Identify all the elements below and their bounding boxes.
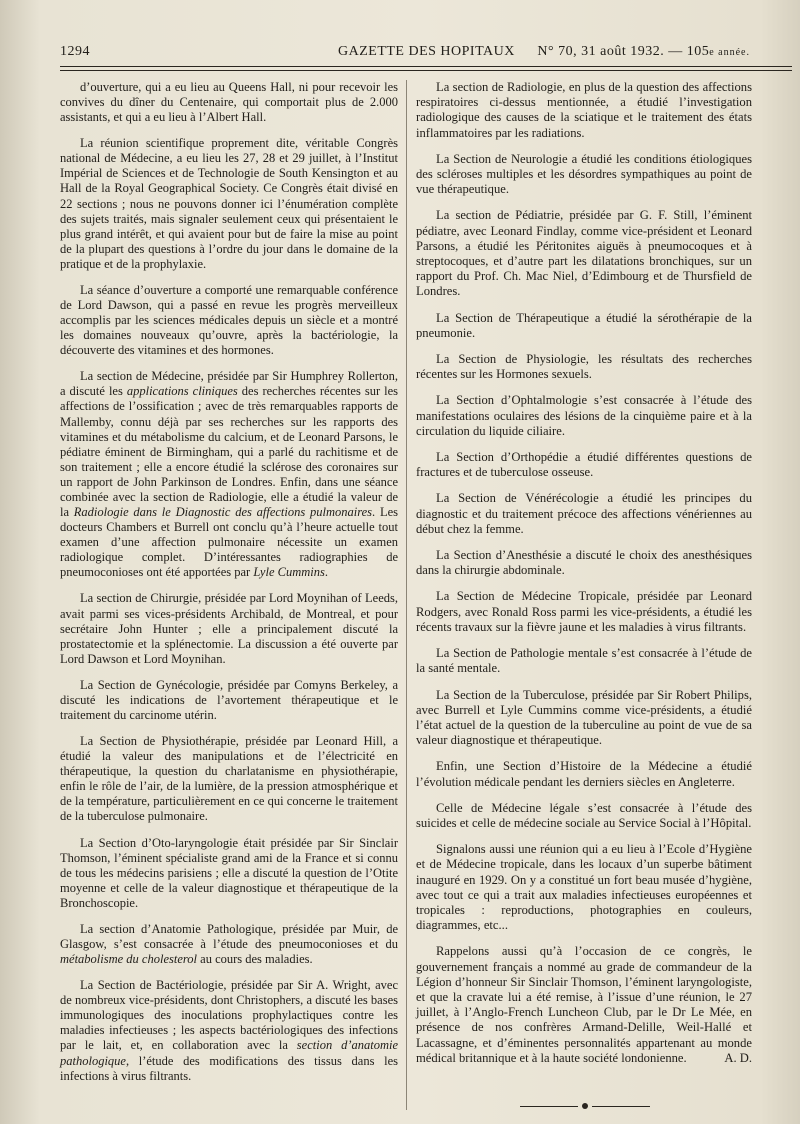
paragraph: [60, 591, 398, 666]
text-run: La réunion scientifique proprement dite, véritable Congrès national de Médecine, a eu lieu les 27, 28 et 29 juillet, à l’Institut Impérial de Sciences et de Technologie de South Kensington et au Hall de la Royal Geographical Society. Ce Congrès était divisé en 22 sections ; nous ne pouvons donner ici l’énumération complète des sujets traités, mais signaler seulement ceux qui présentaient le plus grand intérêt, et qui avaient pour but de faire la mise au point de la plupart des questions à l’ordre du jour dans le domaine de la pratique et de la prophylaxie.: [60, 136, 398, 271]
text-run: La Section de Médecine Tropicale, présidée par Leonard Rodgers, avec Ronald Ross parmi les vice-présidents, a étudié les récents travaux sur la fièvre jaune et les maladies à virus filtrants.: [416, 589, 752, 634]
text-run: . Les docteurs Chambers et Burrell ont conclu qu’à l’heure actuelle tout examen d’une affection pulmonaire nécessite un examen radiologique complet. D’intéressantes radiographies de pneumoconioses ont été apportées par: [60, 505, 398, 580]
paragraph: [416, 548, 752, 578]
ornament-line-right: [592, 1106, 650, 1107]
text-run: La Section de la Tuberculose, présidée par Sir Robert Philips, avec Burrell et Lyle Cummins comme vice-présidents, a étudié l’état actuel de la question de la tuberculine au point de vue de sa valeur diagnostique et thérapeutique.: [416, 687, 752, 748]
paragraph: [60, 678, 398, 723]
paragraph: [60, 922, 398, 967]
italic-text: métabolisme du cholesterol: [60, 952, 198, 967]
text-run: La Section de Gynécologie, présidée par Comyns Berkeley, a discuté les indications de l’avortement thérapeutique et le traitement du carcinome utérin.: [60, 677, 398, 722]
text-run: Enfin, une Section d’Histoire de la Médecine a étudié l’évolution médicale pendant les derniers siècles en Angleterre.: [416, 759, 752, 789]
right-column: [416, 80, 752, 1077]
text-run: La Section de Physiologie, les résultats des recherches récentes sur les Hormones sexuels.: [416, 352, 752, 382]
paragraph: [416, 450, 752, 480]
text-run: La Section de Vénérécologie a étudié les principes du diagnostic et du traitement précoce des affections vénériennes au début chez la femme.: [416, 491, 752, 536]
text-run: d’ouverture, qui a eu lieu au Queens Hall, ni pour recevoir les convives du dîner du Centenaire, qui comportait plus de 2.000 assistants, et qui a eu lieu à l’Albert Hall.: [60, 80, 398, 125]
text-run: La section de Pédiatrie, présidée par G. F. Still, l’éminent pédiatre, avec Leonard Findlay, comme vice-président et Leonard Parsons, a étudié les Péritonites aiguës à pneumocoques et à streptocoques, et d’autre part les dilatations bronchiques, sur un rapport du Prof. Ch. Mac Niel, d’Edimbourg et de Thursfield de Londres.: [416, 208, 752, 299]
paragraph: [60, 734, 398, 824]
page-header: [60, 44, 750, 66]
paragraph: [416, 80, 752, 141]
text-run: .: [324, 565, 328, 580]
paragraph: [416, 491, 752, 537]
text-run: La Section de Bactériologie, présidée par Sir A. Wright, avec de nombreux vice-présidents, dont Christophers, a discuté les bases immunologiques des inoculations prophylactiques contre les maladies infectieuses ; les aspects bactériologiques des infections par le lait, et, en collaboration avec la: [60, 978, 398, 1053]
paragraph: [60, 978, 398, 1084]
text-run: La séance d’ouverture a comporté une remarquable conférence de Lord Dawson, qui a passé en revue les progrès merveilleux accomplis par les sciences médicales depuis un siècle et a montré les domaines nouveaux qu’ouvre, après la bactériologie, la découverte des vitamines et des hormones.: [60, 282, 398, 358]
paragraph: [416, 842, 752, 933]
paragraph: [416, 152, 752, 198]
paragraph: [60, 283, 398, 358]
paragraph: [60, 369, 398, 580]
italic-text: applications cliniques: [126, 384, 238, 399]
paragraph: [416, 688, 752, 749]
ornament-line-left: [520, 1106, 578, 1107]
paragraph: [416, 208, 752, 299]
issue-main: N° 70, 31 août 1932. — 105: [537, 44, 710, 59]
text-run: La Section de Pathologie mentale s’est consacrée à l’étude de la santé mentale.: [416, 646, 752, 676]
paragraph: [416, 352, 752, 382]
page-number: 1294: [60, 44, 90, 59]
issue-info: [537, 44, 750, 60]
text-run: Signalons aussi une réunion qui a eu lieu à l’Ecole d’Hygiène et de Médecine tropicale, dans les locaux d’un superbe bâtiment inauguré en 1929. On y a constitué un fort beau musée d’hygiène, avec tout ce qui a trait aux maladies infectieuses européennes et tropicales : reproductions, photographies en couleurs, diagrammes, etc...: [416, 842, 752, 933]
text-run: La section d’Anatomie Pathologique, présidée par Muir, de Glasgow, s’est consacrée à l’étude des pneumoconioses et du: [60, 921, 398, 951]
text-run: La section de Médecine, présidée par Sir Humphrey Rollerton, a discuté les: [60, 369, 398, 399]
paragraph: [60, 80, 398, 125]
paragraph: [416, 311, 752, 341]
paragraph: [60, 136, 398, 272]
text-run: Celle de Médecine légale s’est consacrée à l’étude des suicides et celle de médecine sociale au Service Social à l’Hôpital.: [416, 800, 752, 830]
text-run: La Section de Neurologie a étudié les conditions étiologiques des scléroses multiples et les désordres sympathiques au point de vue thérapeutique.: [416, 151, 752, 197]
issue-suffix: e année.: [709, 47, 750, 58]
author-signature: A. D.: [724, 1050, 752, 1065]
text-run: des recherches récentes sur les affections de l’ossification ; avec de très remarquables rapports de Mallemby, connu déjà par ses recherches sur les rapports des vitamines et du métabolisme du calcium, et de Leonard Parsons, le pédiatre éminent de Birmingham, qui a parlé du rachitisme et de son traitement ; elle a encore étudié la sclérose des coronaires sur un rapport de John Parkinson de Londres. Enfin, dans une séance combinée avec la section de Radiologie, elle a étudié la valeur de la: [60, 384, 399, 520]
end-ornament: [520, 1102, 650, 1110]
text-run: La Section de Thérapeutique a étudié la sérothérapie de la pneumonie.: [416, 310, 752, 340]
text-run: La Section d’Ophtalmologie s’est consacrée à l’étude des manifestations oculaires des lésions de la cinquième paire et à la circulation du liquide ciliaire.: [416, 393, 752, 438]
text-run: au cours des maladies.: [197, 952, 313, 967]
left-column: [60, 80, 398, 1095]
journal-title: GAZETTE DES HOPITAUX: [338, 44, 515, 59]
column-divider: [406, 80, 407, 1110]
text-run: La Section d’Oto-laryngologie était présidée par Sir Sinclair Thomson, l’éminent spécialiste grand ami de la France et si connu de tous les médecins parisiens ; elle a discuté la question de l’Otite moyenne et celle de la valeur diagnostique et thérapeutique de la Bronchoscopie.: [60, 835, 398, 910]
text-run: La section de Chirurgie, présidée par Lord Moynihan of Leeds, avait parmi ses vices-présidents Archibald, de Montreal, et pour secrétaire John Hunter ; elle a principalement discuté la prostatectomie et la splénectomie. La discussion a été ouverte par Lord Dawson et Lord Moynihan.: [60, 591, 398, 666]
italic-text: Lyle Cummins: [253, 565, 325, 580]
paragraph: [60, 836, 398, 911]
italic-text: Radiologie dans le Diagnostic des affections pulmonaires: [73, 505, 373, 520]
paragraph: [416, 759, 752, 789]
text-run: La Section d’Orthopédie a étudié différentes questions de fractures et de tuberculose osseuse.: [416, 450, 752, 480]
ornament-dot: [582, 1103, 588, 1109]
paragraph: [416, 801, 752, 831]
header-rule-top: [60, 66, 792, 67]
italic-text: section d’anatomie pathologique: [60, 1038, 398, 1068]
paragraph: [416, 393, 752, 439]
paragraph: [416, 589, 752, 635]
text-run: La Section d’Anesthésie a discuté le choix des anesthésiques dans la chirurgie abdominale.: [416, 548, 752, 578]
text-run: , l’étude des modifications des tissus dans les infections à virus filtrants.: [60, 1053, 398, 1083]
paragraph: [416, 646, 752, 676]
text-run: La Section de Physiothérapie, présidée par Leonard Hill, a étudié la valeur des manipulations et de l’électricité en thérapeutique, la question du charlatanisme en physiothérapie, enfin le rôle de l’air, de la lumière, de la pression atmosphérique et de la température, particulièrement en ce qui concerne le traitement de la tuberculose pulmonaire.: [60, 734, 398, 824]
text-run: Rappelons aussi qu’à l’occasion de ce congrès, le gouvernement français a nommé au grade de commandeur de la Légion d’honneur Sir Sinclair Thomson, l’éminent laryngologiste, et que la cravate lui a été remise, à l’issue d’une réunion, le 27 juillet, à l’Anglo-French Luncheon Club, par le Dr Le Mée, en présence de nos confrères Armand-Delille, Weil-Hallé et Lacassagne, et d’éminentes personnalités appartenant au monde médical britannique et à la haute société londonienne.: [416, 944, 752, 1065]
text-run: La section de Radiologie, en plus de la question des affections respiratoires ci-dessus mentionnée, a étudié l’investigation radiologique des causes de la sciatique et le traitement des états inflammatoires par les radiations.: [416, 80, 752, 140]
header-rule-bottom: [60, 70, 792, 71]
paragraph: [416, 944, 752, 1066]
